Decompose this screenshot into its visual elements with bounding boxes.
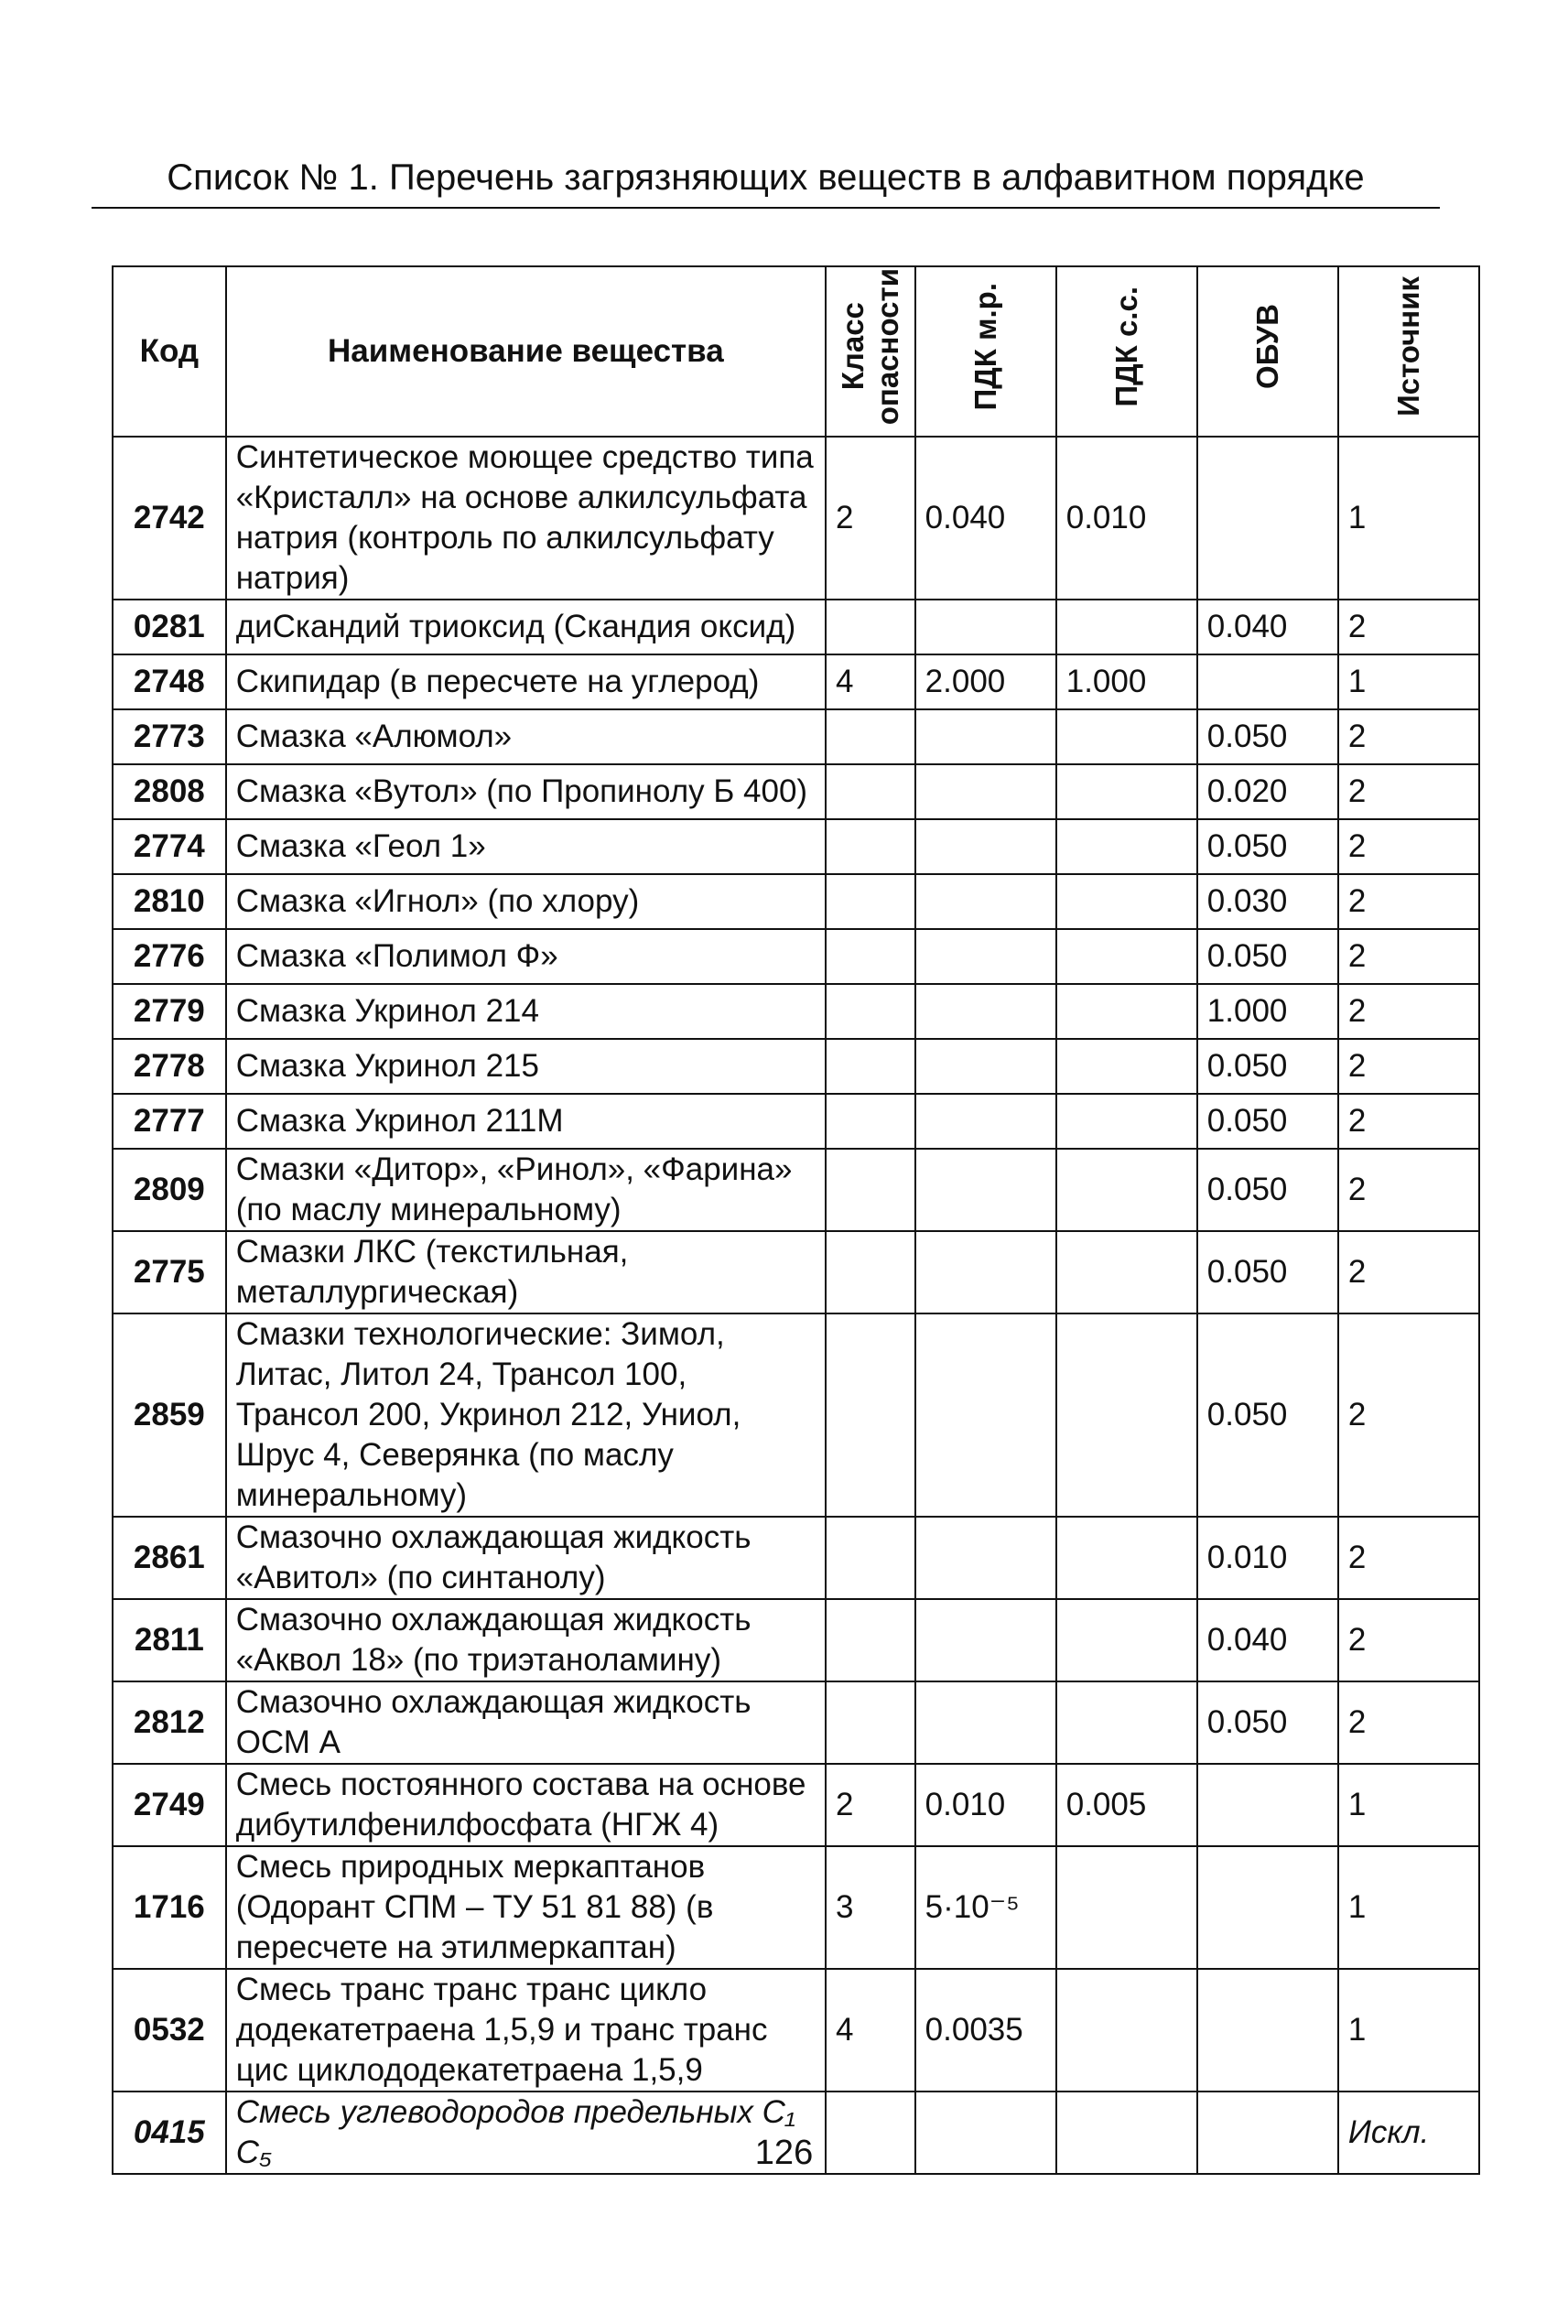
table-row: [113, 709, 1479, 764]
cell-pdk-ss: [1056, 1231, 1197, 1313]
cell-pdk-mr: [915, 1149, 1056, 1231]
cell-name: Скипидар (в пересчете на углерод): [226, 654, 826, 709]
cell-source: 1: [1338, 654, 1479, 709]
cell-pdk-mr: [915, 1231, 1056, 1313]
cell-name: Смазки ЛКС (текстильная, металлургическая): [226, 1231, 826, 1313]
cell-code: 2809: [113, 1149, 226, 1231]
cell-source: 2: [1338, 1231, 1479, 1313]
header-obuv: [1197, 266, 1338, 437]
cell-code: 2775: [113, 1231, 226, 1313]
cell-pdk-ss: [1056, 1149, 1197, 1231]
cell-pdk-ss: [1056, 874, 1197, 929]
table-row: [113, 654, 1479, 709]
cell-source: 1: [1338, 1764, 1479, 1846]
table-row: [113, 1094, 1479, 1149]
cell-code: 2778: [113, 1039, 226, 1094]
cell-name: Смесь транс транс транс цикло додекатетраена 1,5,9 и транс транс цис циклододекатетраена 1,5,9: [226, 1969, 826, 2092]
cell-code: 2773: [113, 709, 226, 764]
header-pdk-mr-label: ПДК м.р.: [968, 282, 1002, 411]
cell-code: 2749: [113, 1764, 226, 1846]
cell-pdk-mr: [915, 764, 1056, 819]
cell-obuv: [1197, 1846, 1338, 1969]
cell-code: 2859: [113, 1313, 226, 1517]
header-source: [1338, 266, 1479, 437]
cell-hazard-class: [826, 600, 915, 654]
cell-name: Смазка «Полимол Ф»: [226, 929, 826, 984]
cell-source: 2: [1338, 1039, 1479, 1094]
cell-hazard-class: [826, 1039, 915, 1094]
cell-source: 2: [1338, 819, 1479, 874]
cell-obuv: 0.050: [1197, 1231, 1338, 1313]
cell-obuv: 0.020: [1197, 764, 1338, 819]
cell-hazard-class: [826, 874, 915, 929]
cell-source: Искл.: [1338, 2092, 1479, 2174]
cell-source: 2: [1338, 929, 1479, 984]
cell-hazard-class: [826, 1313, 915, 1517]
cell-obuv: 0.010: [1197, 1517, 1338, 1599]
cell-hazard-class: 2: [826, 1764, 915, 1846]
substances-table: [112, 265, 1480, 2175]
cell-name: Смазка «Геол 1»: [226, 819, 826, 874]
cell-pdk-ss: 1.000: [1056, 654, 1197, 709]
cell-obuv: 0.050: [1197, 1039, 1338, 1094]
table-row: [113, 1517, 1479, 1599]
cell-hazard-class: 3: [826, 1846, 915, 1969]
cell-hazard-class: 4: [826, 654, 915, 709]
cell-source: 2: [1338, 600, 1479, 654]
cell-name: Смазочно охлаждающая жидкость «Аквол 18» (по триэтаноламину): [226, 1599, 826, 1681]
table-row: [113, 1969, 1479, 2092]
cell-name: Смазка Укринол 211М: [226, 1094, 826, 1149]
cell-obuv: 0.050: [1197, 819, 1338, 874]
cell-pdk-mr: [915, 984, 1056, 1039]
cell-source: 2: [1338, 984, 1479, 1039]
cell-pdk-ss: [1056, 1846, 1197, 1969]
cell-pdk-mr: [915, 929, 1056, 984]
cell-name: Смазочно охлаждающая жидкость ОСМ А: [226, 1681, 826, 1764]
cell-pdk-ss: [1056, 984, 1197, 1039]
table-row: [113, 1149, 1479, 1231]
cell-source: 2: [1338, 874, 1479, 929]
cell-name: Смазка «Игнол» (по хлору): [226, 874, 826, 929]
cell-pdk-mr: [915, 1313, 1056, 1517]
cell-obuv: [1197, 437, 1338, 600]
cell-code: 2776: [113, 929, 226, 984]
cell-pdk-ss: [1056, 1517, 1197, 1599]
cell-code: 0281: [113, 600, 226, 654]
cell-code: 2777: [113, 1094, 226, 1149]
cell-source: 2: [1338, 1599, 1479, 1681]
table-row: [113, 984, 1479, 1039]
cell-source: 2: [1338, 1313, 1479, 1517]
cell-hazard-class: 2: [826, 437, 915, 600]
table-row: [113, 1764, 1479, 1846]
cell-pdk-mr: 5·10⁻⁵: [915, 1846, 1056, 1969]
cell-obuv: 0.040: [1197, 1599, 1338, 1681]
cell-name: Смазка «Алюмол»: [226, 709, 826, 764]
cell-name: Смесь постоянного состава на основе дибутилфенилфосфата (НГЖ 4): [226, 1764, 826, 1846]
cell-source: 1: [1338, 1846, 1479, 1969]
cell-hazard-class: [826, 1681, 915, 1764]
cell-pdk-mr: [915, 600, 1056, 654]
page-number: 126: [754, 2134, 814, 2172]
cell-pdk-ss: 0.005: [1056, 1764, 1197, 1846]
cell-obuv: 0.050: [1197, 1094, 1338, 1149]
cell-pdk-mr: 0.0035: [915, 1969, 1056, 2092]
table-row: [113, 1039, 1479, 1094]
cell-name: Смазки технологические: Зимол, Литас, Литол 24, Трансол 100, Трансол 200, Укринол 212, Униол, Шрус 4, Северянка (по маслу минеральному): [226, 1313, 826, 1517]
cell-pdk-mr: [915, 1599, 1056, 1681]
cell-pdk-ss: [1056, 819, 1197, 874]
cell-pdk-ss: [1056, 929, 1197, 984]
cell-name: диСкандий триоксид (Скандия оксид): [226, 600, 826, 654]
cell-pdk-ss: [1056, 1094, 1197, 1149]
page-title: Список № 1. Перечень загрязняющих веществ в алфавитном порядке: [92, 154, 1440, 209]
header-hazard-class: [826, 266, 915, 437]
cell-obuv: 0.050: [1197, 929, 1338, 984]
table-row: [113, 929, 1479, 984]
cell-hazard-class: [826, 984, 915, 1039]
cell-obuv: [1197, 654, 1338, 709]
cell-pdk-mr: [915, 1039, 1056, 1094]
header-pdk-ss-label: ПДК с.с.: [1108, 286, 1143, 407]
cell-code: 1716: [113, 1846, 226, 1969]
cell-code: 2812: [113, 1681, 226, 1764]
cell-code: 2779: [113, 984, 226, 1039]
cell-hazard-class: [826, 1517, 915, 1599]
cell-pdk-mr: [915, 709, 1056, 764]
cell-name: Смесь углеводородов предельных С₁ С₅: [226, 2092, 826, 2174]
table-row: [113, 764, 1479, 819]
cell-obuv: 0.050: [1197, 709, 1338, 764]
cell-source: 2: [1338, 1094, 1479, 1149]
cell-hazard-class: [826, 1599, 915, 1681]
header-pdk-mr: [915, 266, 1056, 437]
cell-name: Смазка «Вутол» (по Пропинолу Б 400): [226, 764, 826, 819]
cell-pdk-mr: [915, 819, 1056, 874]
table-row: [113, 819, 1479, 874]
cell-source: 2: [1338, 1149, 1479, 1231]
cell-obuv: 0.040: [1197, 600, 1338, 654]
cell-name: Синтетическое моющее средство типа «Кристалл» на основе алкилсульфата натрия (контроль по алкилсульфату натрия): [226, 437, 826, 600]
cell-code: 2810: [113, 874, 226, 929]
cell-hazard-class: [826, 764, 915, 819]
cell-name: Смазочно охлаждающая жидкость «Авитол» (по синтанолу): [226, 1517, 826, 1599]
cell-obuv: 0.050: [1197, 1149, 1338, 1231]
cell-pdk-mr: [915, 1094, 1056, 1149]
cell-name: Смазки «Дитор», «Ринол», «Фарина» (по маслу минеральному): [226, 1149, 826, 1231]
cell-code: 2861: [113, 1517, 226, 1599]
table-row: [113, 1599, 1479, 1681]
header-obuv-label: ОБУВ: [1249, 304, 1284, 389]
cell-source: 2: [1338, 764, 1479, 819]
table-row: [113, 874, 1479, 929]
cell-pdk-mr: [915, 1681, 1056, 1764]
cell-pdk-ss: [1056, 1969, 1197, 2092]
cell-obuv: 0.030: [1197, 874, 1338, 929]
table-row: [113, 1231, 1479, 1313]
header-pdk-ss: [1056, 266, 1197, 437]
cell-code: 0415: [113, 2092, 226, 2174]
header-code: Код: [113, 266, 226, 437]
table-row: [113, 1681, 1479, 1764]
cell-source: 1: [1338, 437, 1479, 600]
cell-obuv: [1197, 1969, 1338, 2092]
cell-hazard-class: [826, 709, 915, 764]
cell-code: 2742: [113, 437, 226, 600]
cell-source: 2: [1338, 1517, 1479, 1599]
cell-pdk-mr: [915, 874, 1056, 929]
cell-pdk-ss: [1056, 1039, 1197, 1094]
cell-obuv: 1.000: [1197, 984, 1338, 1039]
cell-pdk-ss: [1056, 1313, 1197, 1517]
cell-pdk-ss: [1056, 1681, 1197, 1764]
cell-pdk-ss: [1056, 1599, 1197, 1681]
cell-name: Смазка Укринол 215: [226, 1039, 826, 1094]
cell-pdk-ss: [1056, 600, 1197, 654]
cell-code: 2774: [113, 819, 226, 874]
cell-pdk-ss: [1056, 709, 1197, 764]
cell-obuv: 0.050: [1197, 1681, 1338, 1764]
cell-code: 2811: [113, 1599, 226, 1681]
cell-obuv: 0.050: [1197, 1313, 1338, 1517]
cell-pdk-ss: 0.010: [1056, 437, 1197, 600]
table-row: [113, 1846, 1479, 1969]
cell-hazard-class: [826, 1149, 915, 1231]
cell-name: Смазка Укринол 214: [226, 984, 826, 1039]
cell-pdk-ss: [1056, 764, 1197, 819]
cell-hazard-class: [826, 1231, 915, 1313]
cell-code: 2748: [113, 654, 226, 709]
header-name: Наименование вещества: [226, 266, 826, 437]
cell-pdk-mr: 2.000: [915, 654, 1056, 709]
cell-hazard-class: 4: [826, 1969, 915, 2092]
header-source-label: Источник: [1390, 276, 1425, 417]
table-row: [113, 1313, 1479, 1517]
cell-hazard-class: [826, 819, 915, 874]
header-hazard-class-label: Класс опасности: [836, 267, 905, 426]
cell-source: 2: [1338, 709, 1479, 764]
cell-code: 2808: [113, 764, 226, 819]
cell-pdk-mr: 0.010: [915, 1764, 1056, 1846]
cell-pdk-mr: 0.040: [915, 437, 1056, 600]
cell-hazard-class: [826, 1094, 915, 1149]
cell-source: 1: [1338, 1969, 1479, 2092]
cell-name: Смесь природных меркаптанов (Одорант СПМ – ТУ 51 81 88) (в пересчете на этилмеркаптан): [226, 1846, 826, 1969]
cell-pdk-mr: [915, 1517, 1056, 1599]
cell-code: 0532: [113, 1969, 226, 2092]
table-header-row: [113, 266, 1479, 437]
cell-hazard-class: [826, 929, 915, 984]
cell-obuv: [1197, 1764, 1338, 1846]
table-row: [113, 437, 1479, 600]
table-row: [113, 600, 1479, 654]
cell-source: 2: [1338, 1681, 1479, 1764]
